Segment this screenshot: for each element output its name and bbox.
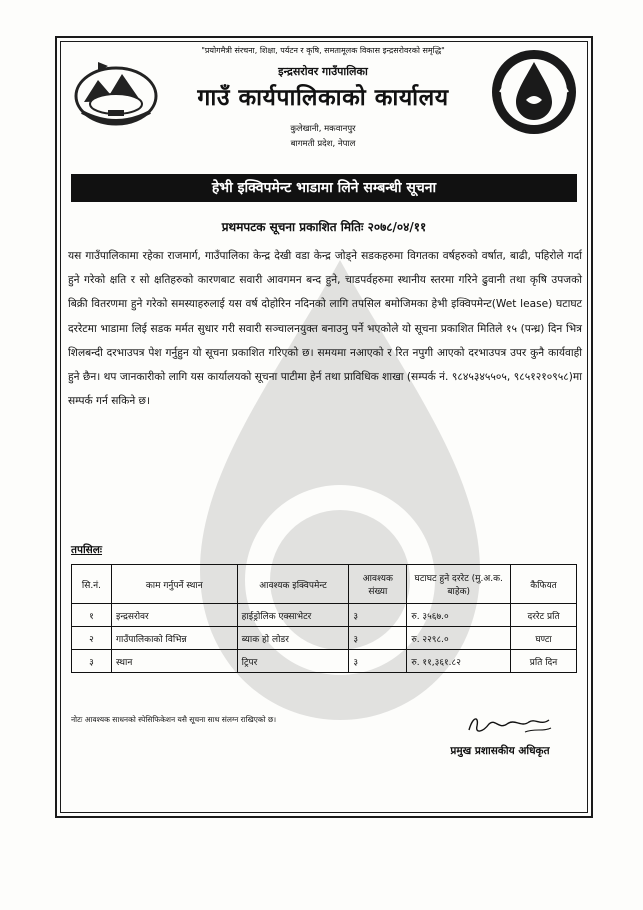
municipality-logo-icon [490, 48, 578, 136]
col-header-rate: घटाघट हुने दररेट (मु.अ.क. बाहेक) [407, 565, 511, 604]
address-line-2: बागमती प्रदेश, नेपाल [290, 139, 356, 149]
officer-designation: प्रमुख प्रशासकीय अधिकृत [450, 745, 550, 757]
col-header-equipment: आवश्यक इक्विपमेन्ट [237, 565, 349, 604]
notice-body: यस गाउँपालिकामा रहेका राजमार्ग, गाउँपालिका केन्द्र देखी वडा केन्द्र जोड्ने सडकहरुमा विगतका वर्षहरुको वर्षात, बाढी, पहिरोले गर्दा हुने गरेको क्षति र सो क्षतिहरुको कारणबाट सवारी आवगमन बन्द हुने, चाडपर्वहरुमा स्थानीय स्तरमा गरिने ढुवानी तथा कृषि उपजको बिक्री वितरणमा हुने गरेको समस्याहरुलाई यस वर्ष दोहोरिन नदिनको लागि तपसिल बमोजिमका हेभी इक्विपमेन्ट(Wet lease) घटाघट दररेटमा भाडामा लिई सडक मर्मत सुधार गरी सवारी सञ्चालनयुक्त बनाउनु पर्ने भएकोले यो सूचना प्रकाशित मितिले १५ (पन्ध्र) दिन भित्र शिलबन्दी दरभाउपत्र पेश गर्नुहुन यो सूचना प्रकाशित गरिएको छ। समयमा नआएको र रित नपुगी आएको दरभाउपत्र उपर कुनै कार्यवाही हुने छैन। थप जानकारीको लागि यस कार्यालयको सूचना पाटीमा हेर्न तथा प्राविधिक शाखा (सम्पर्क नं. ९८४५३४५५०५, ९८५१२१०९५८)मा सम्पर्क गर्न सकिने छ। [68, 250, 582, 408]
cell-quantity: ३ [349, 627, 407, 650]
signature-icon [465, 712, 555, 738]
cell-location: गाउँपालिकाको विभिन्न [111, 627, 237, 650]
cell-remarks: दररेट प्रति [511, 604, 577, 627]
notice-title-banner: हेभी इक्विपमेन्ट भाडामा लिने सम्बन्धी सूचना [71, 174, 577, 202]
col-header-serial: सि.नं. [72, 565, 112, 604]
cell-location: इन्द्रसरोवर [111, 604, 237, 627]
table-header-row [72, 565, 577, 604]
nepal-emblem-icon [68, 50, 164, 130]
cell-location: स्थान [111, 650, 237, 673]
cell-serial: २ [72, 627, 112, 650]
col-header-remarks: कैफियत [511, 565, 577, 604]
cell-rate: रु. २२९८.० [407, 627, 511, 650]
table-row [72, 627, 577, 650]
col-header-location: काम गर्नुपर्ने स्थान [111, 565, 237, 604]
cell-equipment: ट्रिपर [237, 650, 349, 673]
office-title: गाउँ कार्यपालिकाको कार्यालय [197, 85, 449, 111]
cell-equipment: ब्याक हो लोडर [237, 627, 349, 650]
table-row [72, 604, 577, 627]
col-header-quantity: आवश्यक संख्या [349, 565, 407, 604]
motto: "प्रयोगमैत्री संरचना, शिक्षा, पर्यटन र कृषि, समतामूलक विकास इन्द्रसरोवरको समृद्धि" [201, 46, 445, 55]
cell-remarks: प्रति दिन [511, 650, 577, 673]
cell-serial: १ [72, 604, 112, 627]
municipality-name: इन्द्रसरोवर गाउँपालिका [278, 65, 368, 78]
cell-rate: रु. ११,३६१.८२ [407, 650, 511, 673]
schedule-title: तपसिलः [71, 544, 103, 556]
cell-quantity: ३ [349, 604, 407, 627]
schedule-table [71, 564, 577, 673]
table-row [72, 650, 577, 673]
footnote: नोटः आवश्यक साधनको स्पेसिफिकेशन यसै सूचना साथ संलग्न राखिएको छ। [71, 715, 277, 724]
cell-remarks: घण्टा [511, 627, 577, 650]
cell-serial: ३ [72, 650, 112, 673]
cell-quantity: ३ [349, 650, 407, 673]
publication-date: प्रथमपटक सूचना प्रकाशित मितिः २०७८/०४/११ [221, 220, 427, 234]
cell-equipment: हाईड्रोलिक एक्साभेटर [237, 604, 349, 627]
cell-rate: रु. ३५६७.० [407, 604, 511, 627]
address-line-1: कुलेखानी, मकवानपुर [290, 124, 356, 134]
